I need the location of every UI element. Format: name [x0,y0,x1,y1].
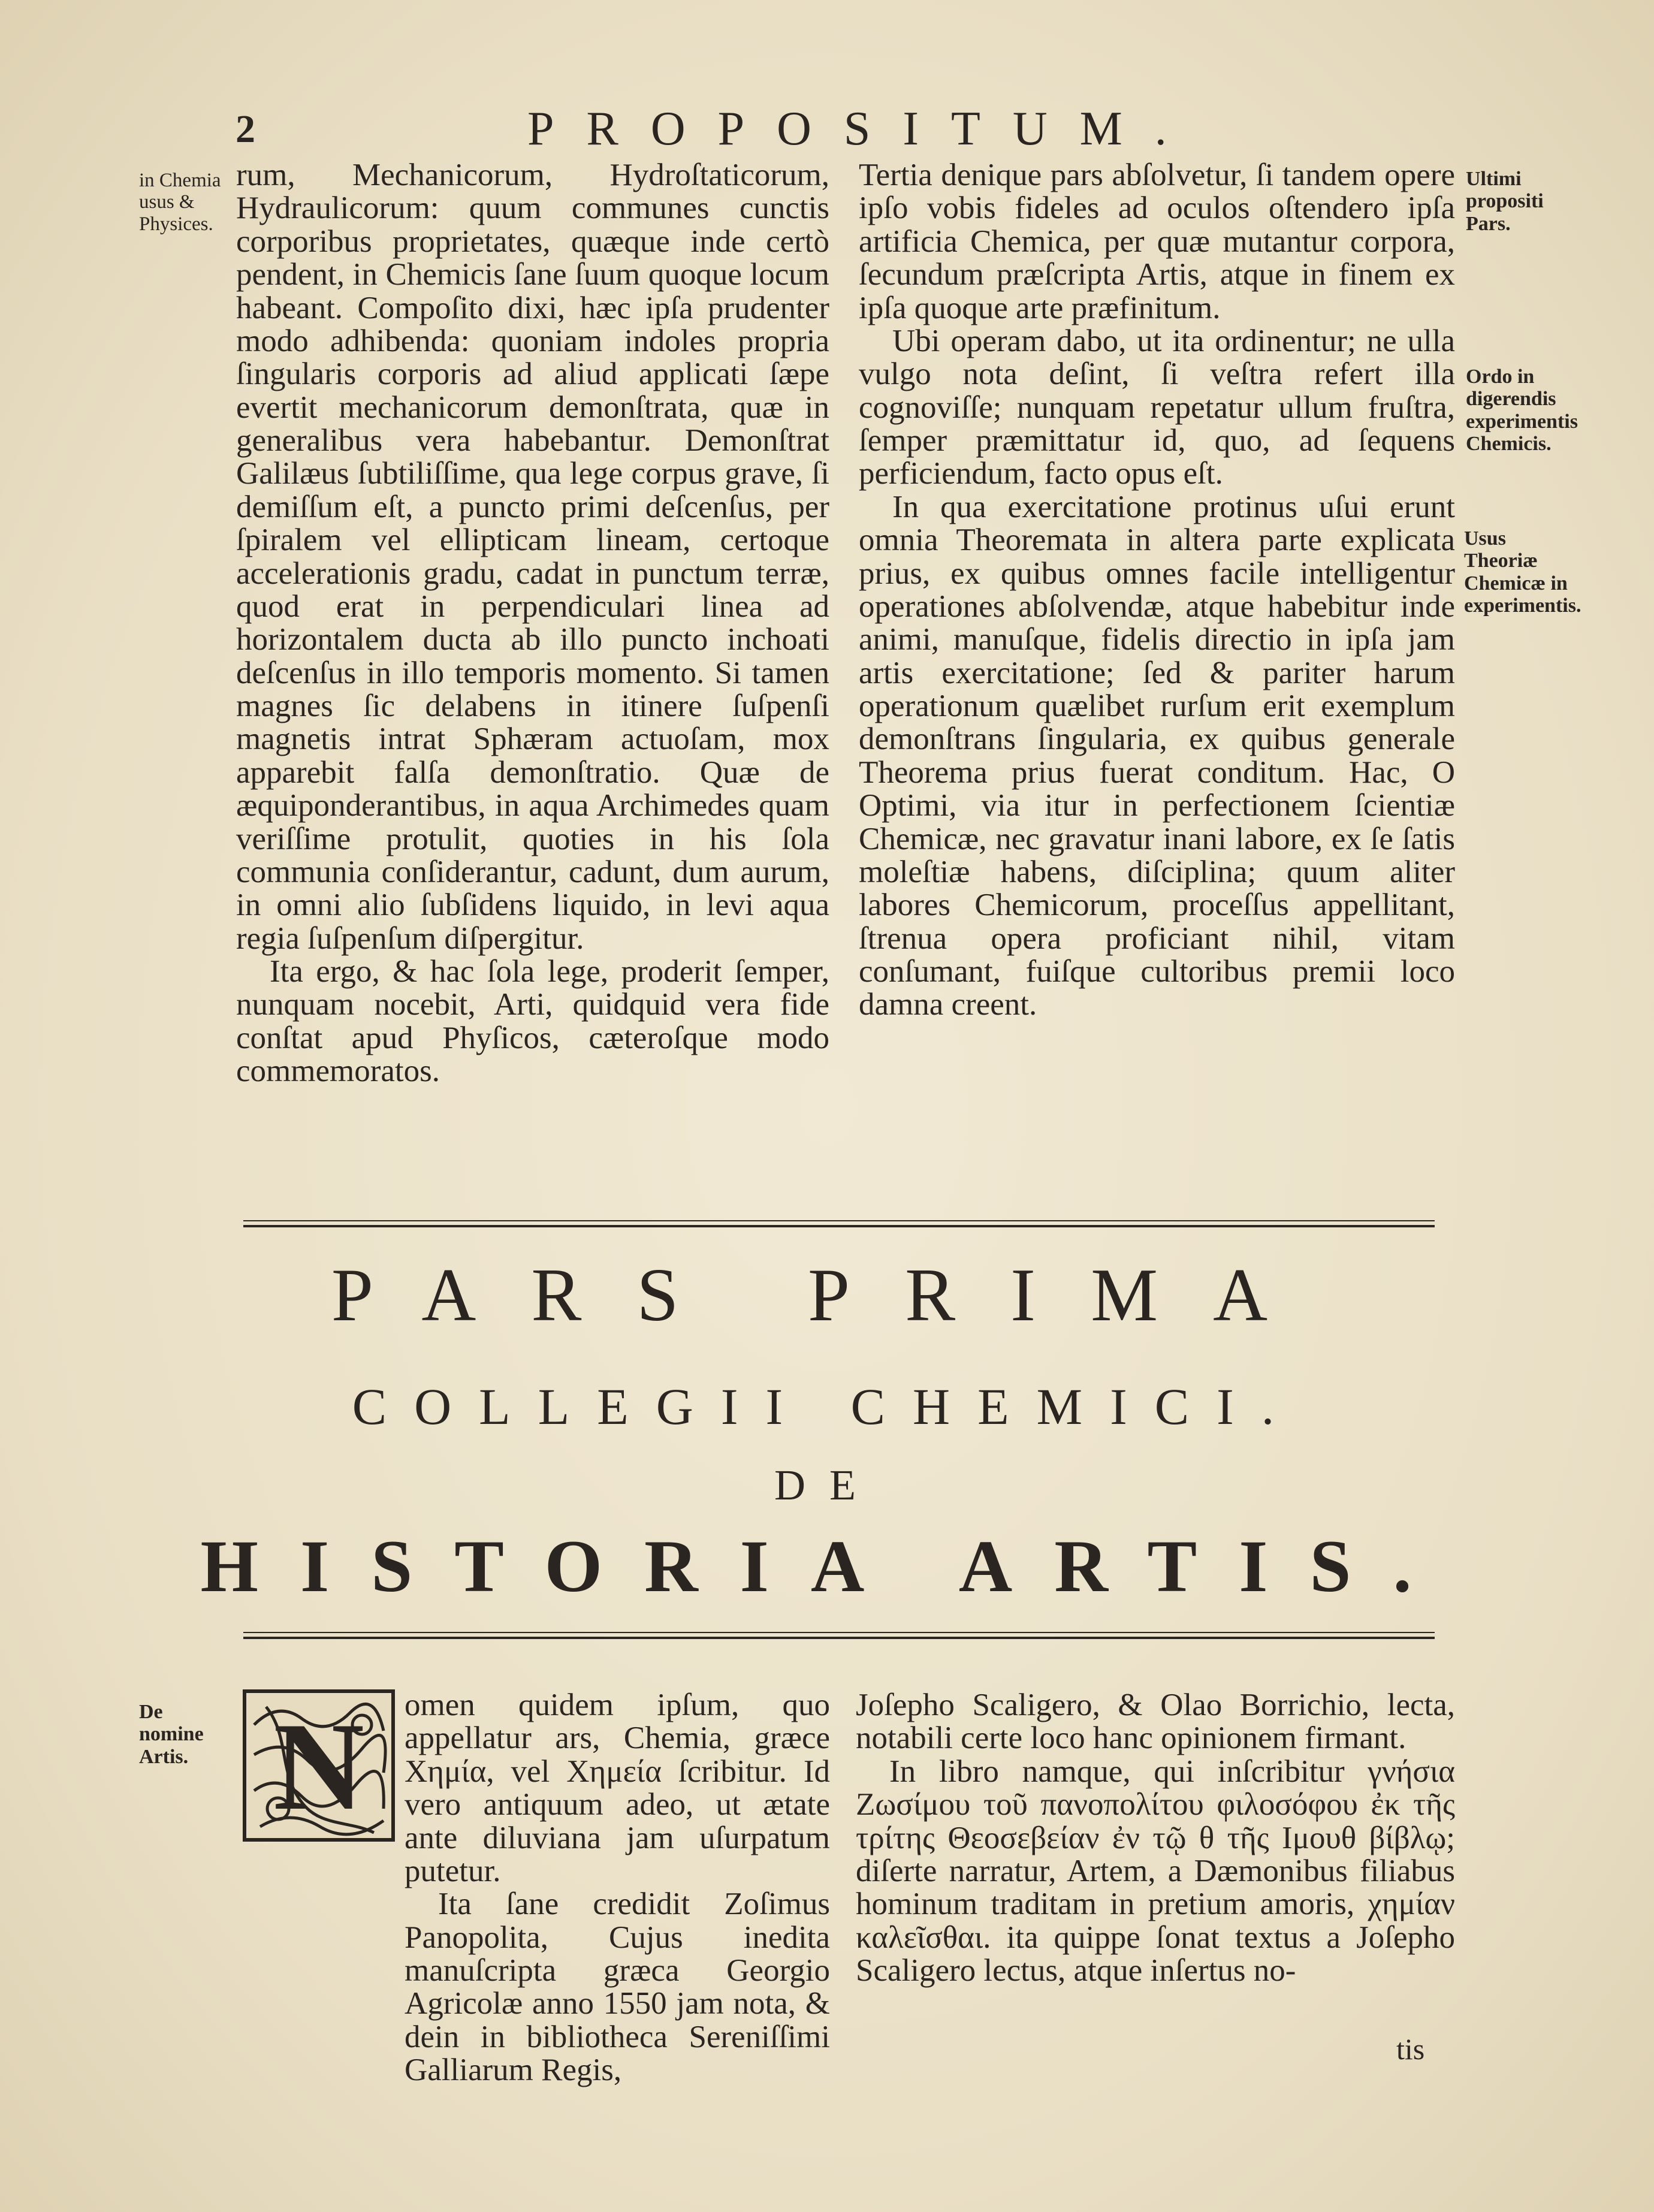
margin-note-nomine: De nomine Artis. [139,1701,204,1768]
paragraph: In libro namque, qui inſcribitur γνήσια Ζωσίμου τοῦ πανοπολίτου φιλοσόφου ἐκ τῆς τρίτης Θεοσεβείαν ἐν τῷ θ τῆς Ιμουθ βίβλῳ; diſerte narratur, Artem, a Dæmonibus filiabus hominum traditam in pretium amoris, χημίαν καλεῖσθαι. ita quippe ſonat textus a Joſepho Scaligero lectus, atque inſertus no- [856,1754,1455,1988]
divider-rule [243,1220,1435,1221]
decorated-initial-icon [242,1689,396,1842]
margin-note-usus: Usus Theoriæ Chemicæ in experimentis. [1464,527,1581,617]
divider-rule [243,1632,1435,1633]
paragraph: omen quidem ipſum, quo appellatur ars, Chemia, græce Χημία, vel Χημεία ſcribitur. Id vero antiquum adeo, ut ætate ante diluviana jam uſurpatum putetur. [405,1688,830,1888]
left-column-top [236,159,829,1088]
running-title: PROPOSITUM. [527,102,1199,155]
de-title: DE [774,1461,880,1509]
collegium-title: COLLEGII CHEMICI. [352,1378,1302,1435]
margin-note-ultimi: Ultimi propositi Pars. [1466,168,1544,235]
page-number: 2 [236,107,255,151]
right-column-top [859,159,1455,1022]
paragraph: Ita ſane credidit Zoſimus Panopolita, Cujus inedita manuſcripta græca Georgio Agricolæ anno 1550 jam nota, & dein in bibliotheca Sereniſſimi Galliarum Regis, [405,1887,830,2088]
margin-note-physics: in Chemia usus & Physices. [139,170,221,235]
catchword: tis [1396,2032,1425,2066]
left-column-bottom [405,1689,830,2087]
historia-title: HISTORIA ARTIS. [200,1525,1454,1607]
paragraph: In qua exercitatione protinus uſui erunt omnia Theoremata in altera parte explicata prius, ex quibus omnes facile intelligentur operationes abſolvendæ, atque habebitur inde animi, manuſque, fidelis directio in ipſa jam artis exercitatione; ſed & pariter harum operationum quælibet rurſum erit exemplum demonſtrans ſingularia, ex quibus generale Theorema prius fuerat conditum. Hac, O Optimi, via itur in perfectionem ſcientiæ Chemicæ, nec gravatur inani labore, ex ſe ſatis moleſtiæ habens, diſciplina; quum aliter labores Chemicorum, proceſſus appellitant, ſtrenua opera proficiant nihil, vitam conſumant, fuiſque cultoribus premii loco damna creent. [859,489,1455,1022]
divider-rule [243,1225,1435,1227]
part-title: PARS PRIMA [331,1254,1323,1337]
initial-letter: N [273,1697,364,1836]
divider-rule [243,1637,1435,1639]
paragraph: Ita ergo, & hac ſola lege, proderit ſemper, nunquam nocebit, Arti, quidquid vera fide conſtat apud Phyſicos, cæteroſque modo commemoratos. [236,954,829,1089]
paragraph: Joſepho Scaligero, & Olao Borrichio, lecta, notabili certe loco hanc opinionem firmant. [856,1688,1455,1756]
margin-note-ordo: Ordo in digerendis experimentis Chemicis. [1466,366,1578,455]
paragraph: Ubi operam dabo, ut ita ordinentur; ne ulla vulgo nota deſint, ſi veſtra refert illa cognoviſſe; nunquam repetatur ullum fruſtra, ſemper præmittatur id, quo, ad ſequens perficiendum, facto opus eſt. [859,323,1455,491]
right-column-bottom [856,1689,1455,1987]
paragraph: rum, Mechanicorum, Hydroſtaticorum, Hydraulicorum: quum communes cunctis corporibus proprietates, quæque inde certò pendent, in Chemicis ſane ſuum quoque locum habeant. Compoſito dixi, hæc ipſa prudenter modo adhibenda: quoniam indoles propria ſingularis corporis ad aliud applicati ſæpe evertit mechanicorum demonſtrata, quæ in generalibus vera habebantur. Demonſtrat Galilæus ſubtiliſſime, qua lege corpus grave, ſi demiſſum eſt, a puncto primi deſcenſus, per ſpiralem vel ellipticam lineam, certoque accelerationis gradu, cadat in punctum terræ, quod erat in perpendiculari linea ad horizontalem ducta ab illo puncto inchoati deſcenſus in illo temporis momento. Si tamen magnes ſic delabens in itinere ſuſpenſi magnetis intrat Sphæram actuoſam, mox apparebit falſa demonſtratio. Quæ de æquiponderantibus, in aqua Archimedes quam veriſſime protulit, quoties in his ſola communia conſiderantur, cadunt, dum aurum, in omni alio ſubſidens liquido, in levi aqua regia ſuſpenſum diſpergitur. [236,158,829,956]
paragraph: Tertia denique pars abſolvetur, ſi tandem opere ipſo vobis fideles ad oculos oſtendero ipſa artificia Chemica, per quæ mutantur corpora, ſecundum præſcripta Artis, atque in finem ex ipſa quoque arte præfinitum. [859,158,1455,325]
